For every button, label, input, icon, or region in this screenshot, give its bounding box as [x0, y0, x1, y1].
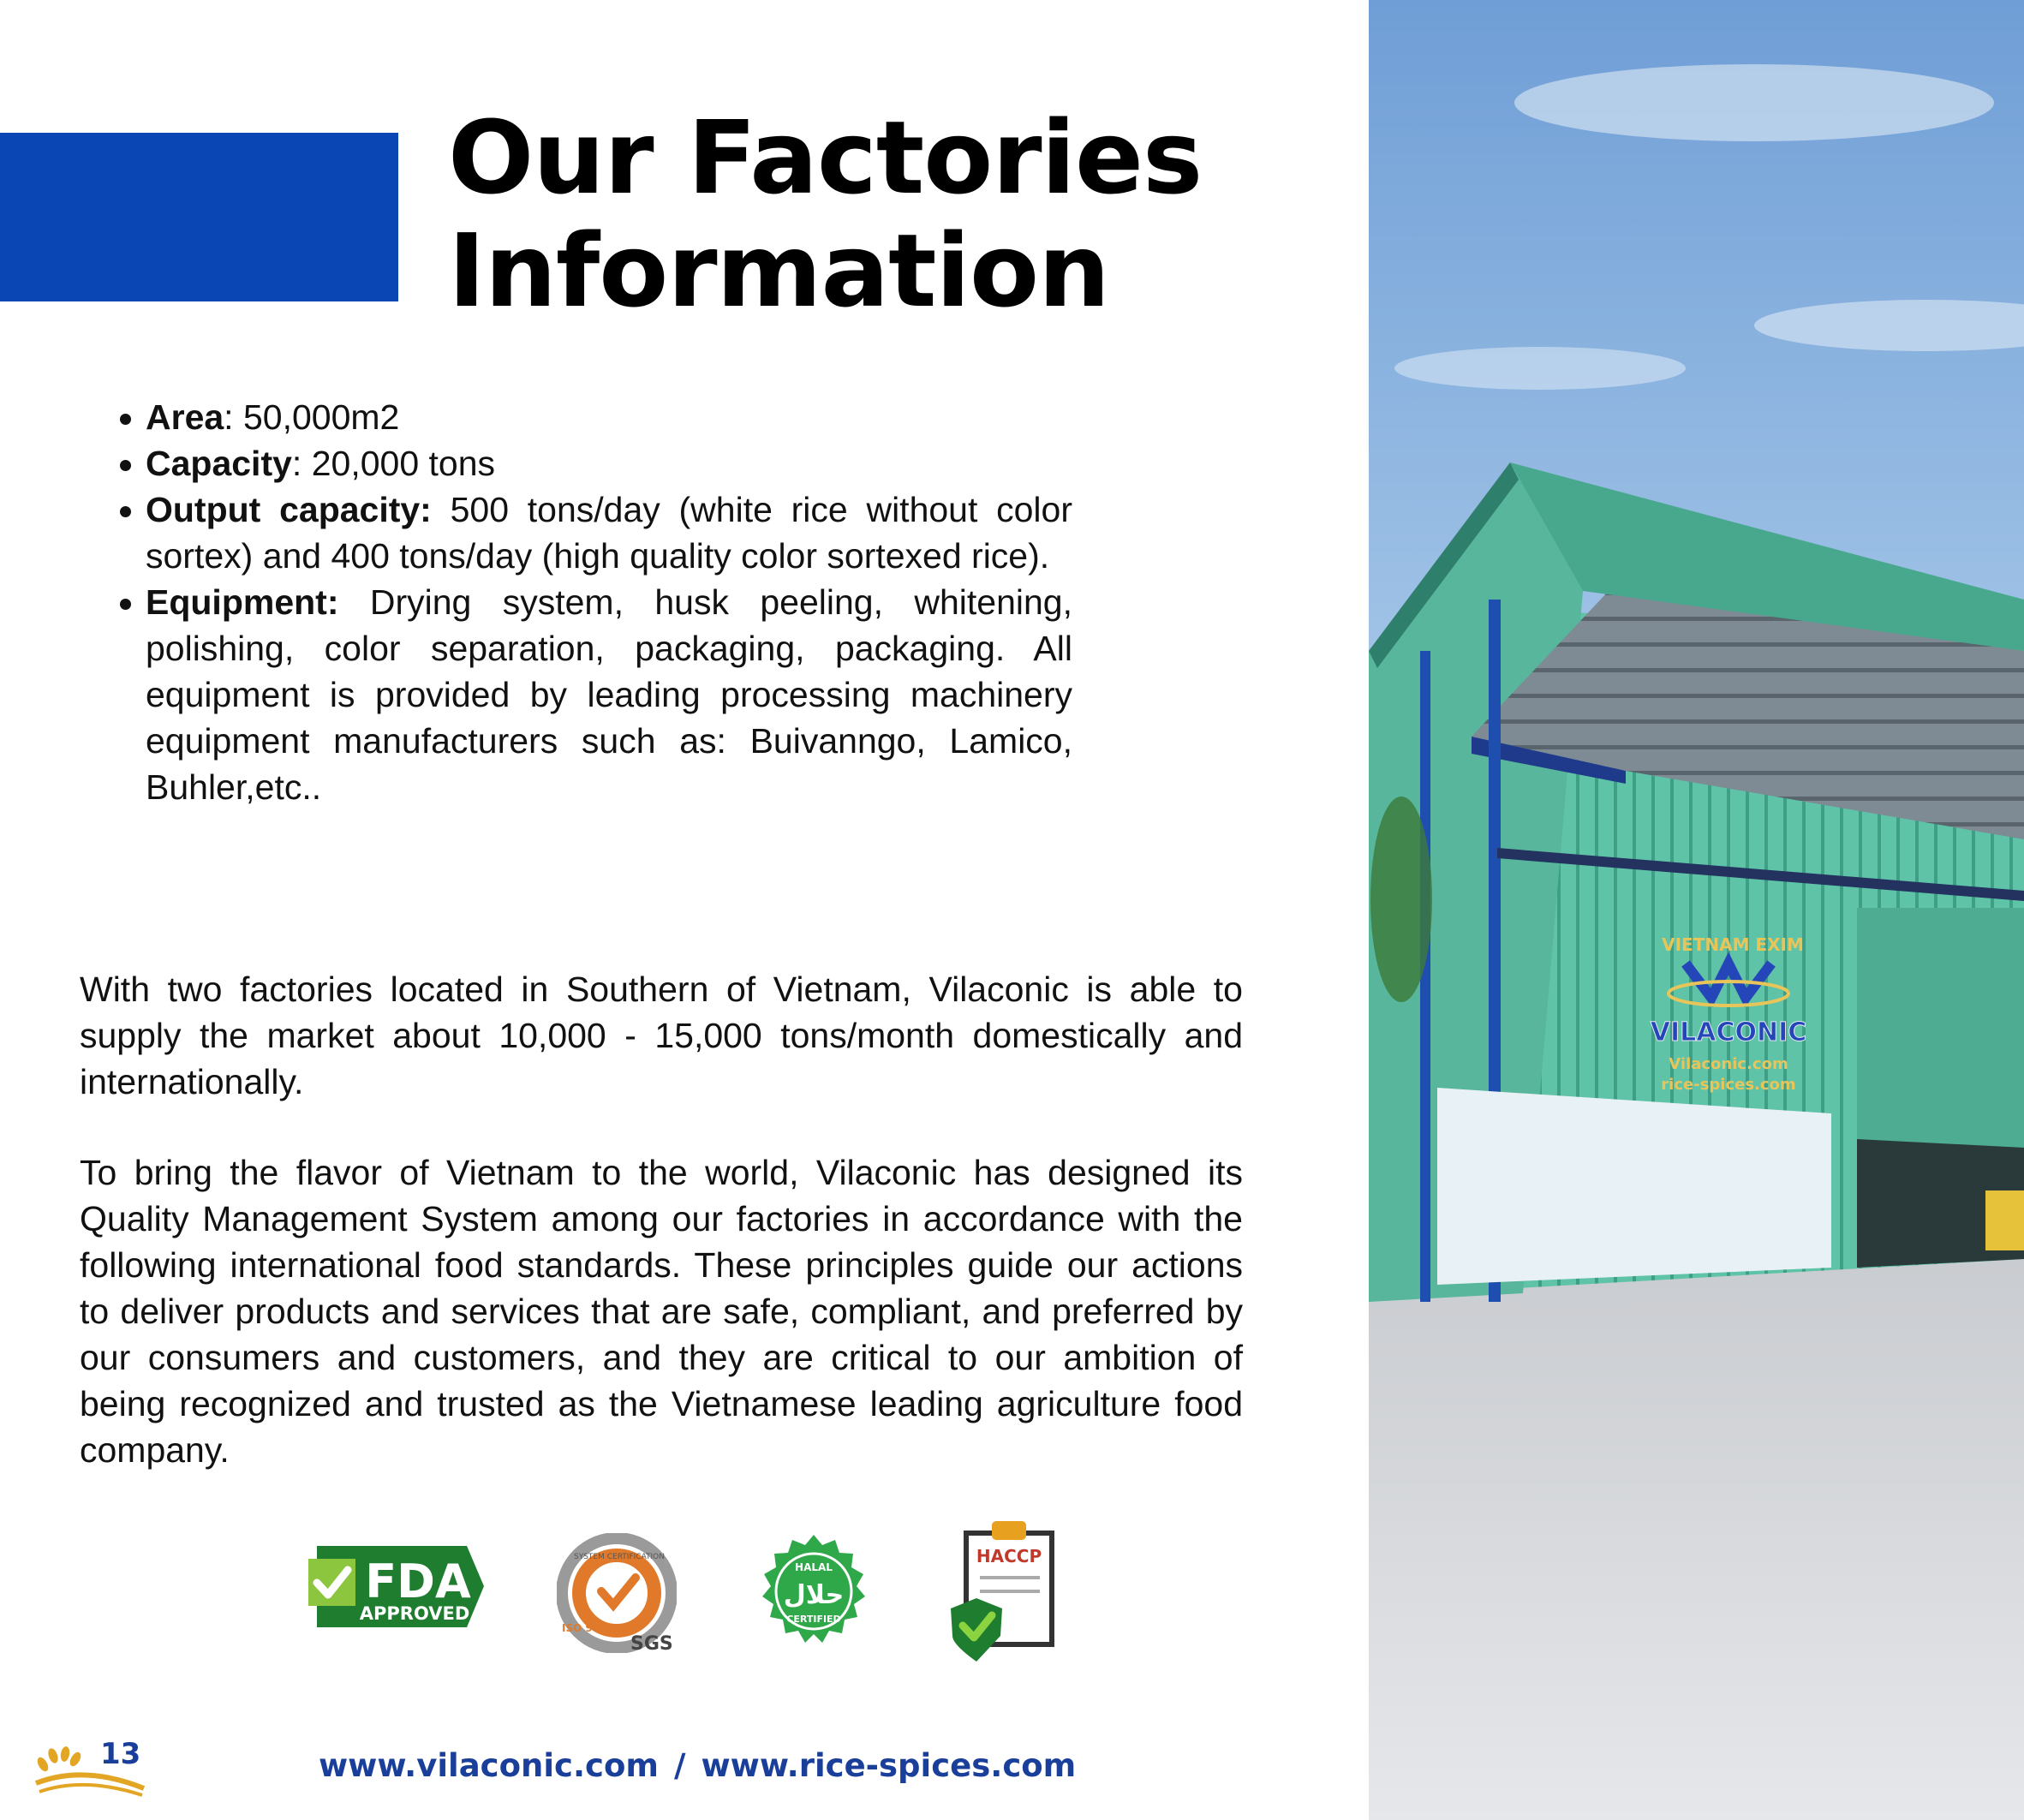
sign-url-2: rice-spices.com	[1661, 1076, 1796, 1094]
spec-separator	[338, 582, 369, 622]
spec-separator: :	[224, 397, 243, 437]
factory-specs-list	[146, 394, 1072, 810]
footer-separator: /	[673, 1747, 686, 1784]
spec-label: Capacity	[146, 444, 292, 483]
sign-url-1: Vilaconic.com	[1669, 1055, 1788, 1073]
page-title	[448, 98, 1305, 330]
title-line-1: Our Factories	[448, 98, 1203, 217]
halal-arabic-text: حلال	[783, 1580, 845, 1610]
spec-value: 500 tons/day (white rice without color sortex) and 400 tons/day (high quality color sortexed rice).	[146, 490, 1072, 576]
fda-sublabel: APPROVED	[359, 1603, 470, 1624]
spec-area	[146, 394, 1072, 440]
factory-photo	[1369, 0, 2024, 1820]
spec-equipment	[146, 579, 1072, 810]
footer-link-rice-spices[interactable]: www.rice-spices.com	[701, 1747, 1077, 1784]
sign-brand-text: VILACONIC	[1650, 1017, 1807, 1047]
sgs-label: SGS	[630, 1633, 673, 1653]
iso-9001-logo	[557, 1533, 677, 1653]
haccp-logo	[942, 1516, 1062, 1670]
spec-label: Area	[146, 397, 224, 437]
iso-ring-text: SYSTEM CERTIFICATION	[574, 1553, 665, 1561]
spec-label: Output capacity:	[146, 490, 432, 529]
factories-paragraph: With two factories located in Southern of Vietnam, Vilaconic is able to supply the market about 10,000 - 15,000 tons/month domestically and internationally.	[80, 970, 1243, 1101]
iso-name: ISO 9001	[562, 1622, 614, 1634]
accent-bar	[0, 133, 398, 301]
fda-approved-logo	[308, 1546, 484, 1627]
fda-label: FDA	[365, 1554, 471, 1608]
spec-value: Drying system, husk peeling, whitening, polishing, color separation, packaging, packaging. All equipment is provided by leading processing machinery equipment manufacturers such as: Buivanngo, Lamico, Buhler,etc..	[146, 582, 1072, 807]
spec-value: 50,000m2	[242, 397, 400, 437]
halal-bottom-text: CERTIFIED	[786, 1614, 841, 1625]
footer-links	[319, 1747, 1090, 1784]
spec-label: Equipment:	[146, 582, 339, 622]
footer-link-vilaconic[interactable]: www.vilaconic.com	[319, 1747, 659, 1784]
halal-certified-logo	[754, 1533, 874, 1653]
title-line-2: Information	[448, 212, 1110, 330]
quality-paragraph: To bring the flavor of Vietnam to the world, Vilaconic has designed its Quality Management System among our factories in accordance with the following international food standards. These principles guide our actions to deliver products and services that are safe, compliant, and preferred by our consumers and customers, and they are critical to our ambition of being recognized and trusted as the Vietnamese leading agriculture food company.	[80, 1153, 1243, 1470]
certification-logos	[0, 1512, 1369, 1674]
spec-separator: :	[291, 444, 312, 483]
page-number: 13	[100, 1737, 141, 1771]
spec-separator	[432, 490, 451, 529]
spec-value: 20,000 tons	[311, 444, 496, 483]
spec-output-capacity	[146, 486, 1072, 579]
sign-top-text: VIETNAM EXIM	[1662, 934, 1804, 955]
haccp-label: HACCP	[976, 1546, 1042, 1566]
spec-capacity	[146, 440, 1072, 486]
halal-top-text: HALAL	[795, 1561, 833, 1573]
